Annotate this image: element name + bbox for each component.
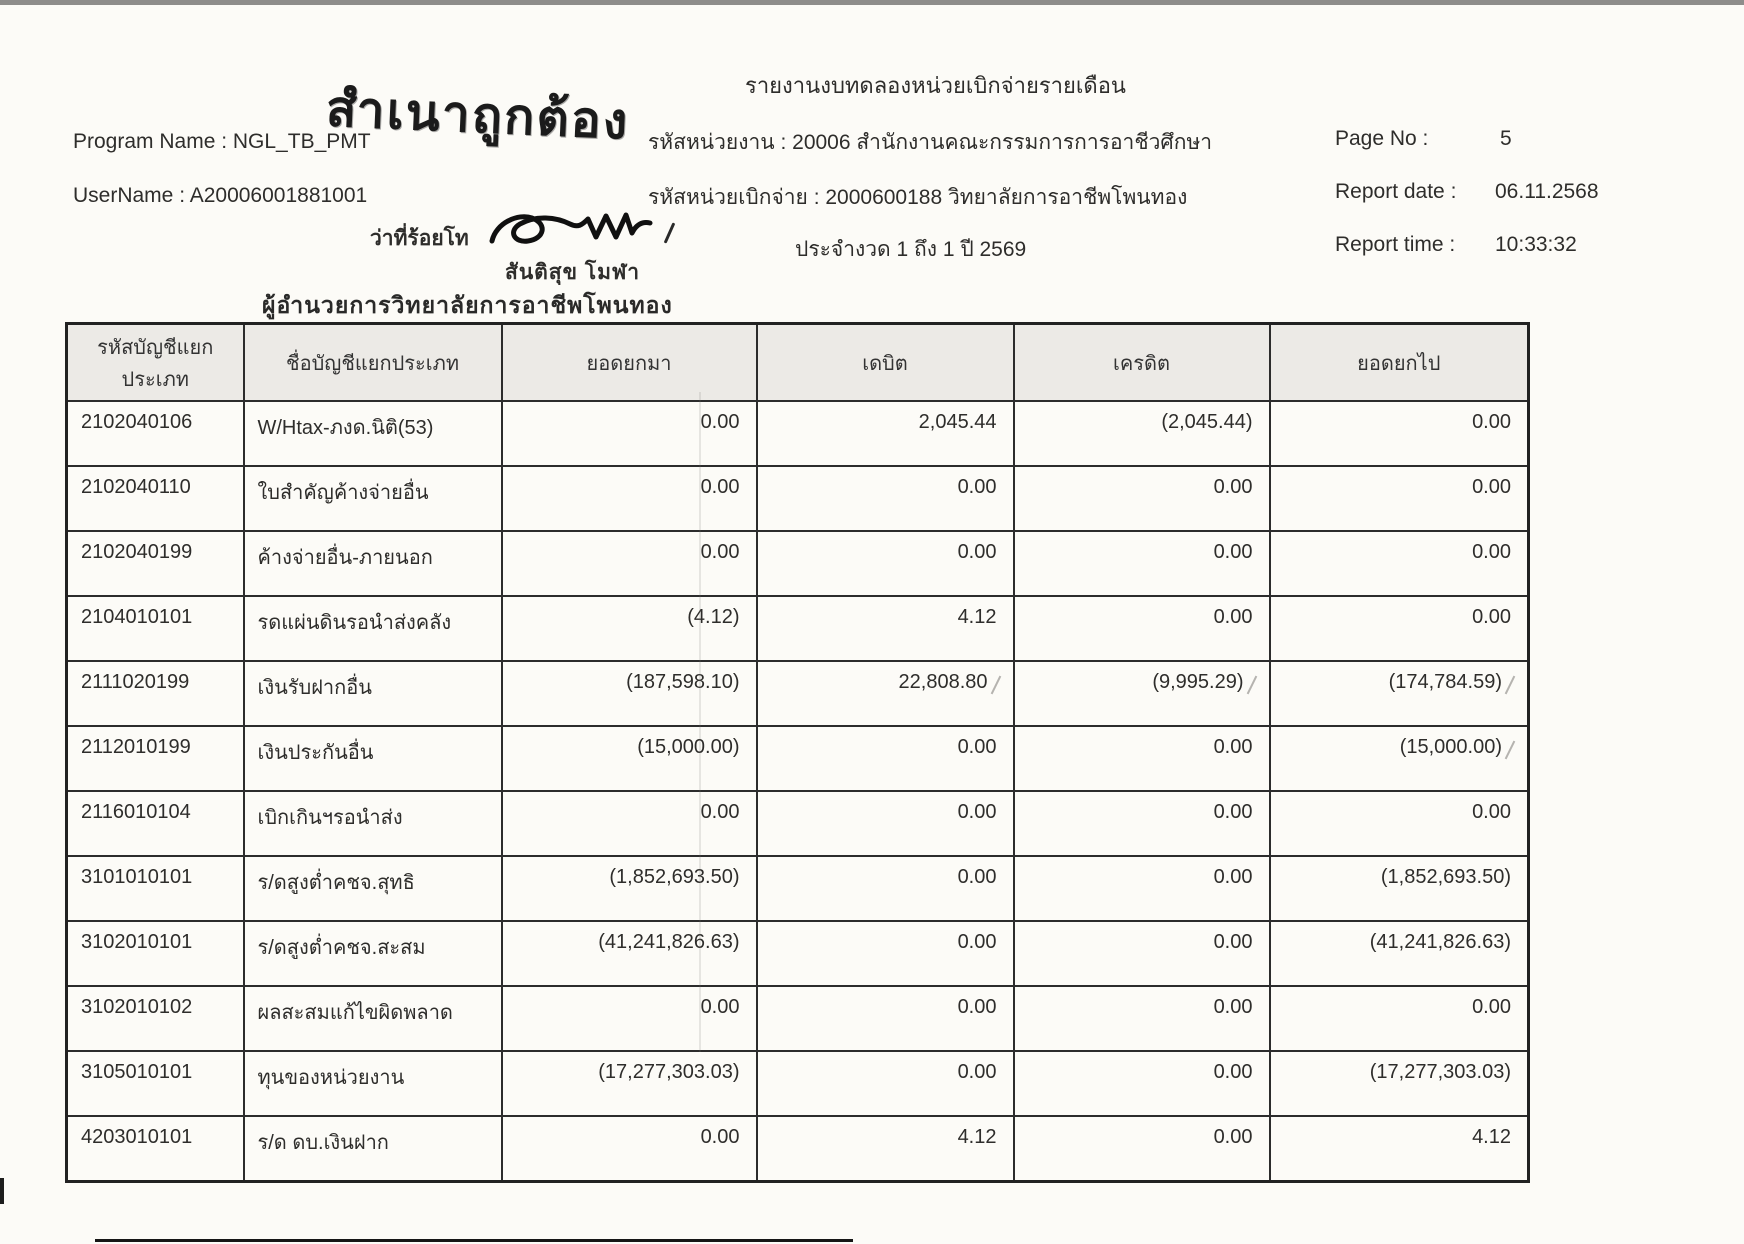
report-time-value: 10:33:32 [1495, 233, 1577, 256]
cell-balance-carried-forward [1270, 401, 1529, 466]
cell-value: (9,995.29) [1152, 671, 1244, 693]
cell-account-code [67, 401, 244, 466]
cell-balance-carried-forward [1270, 921, 1529, 986]
cell-value: 3102010102 [81, 996, 193, 1018]
cell-value: 0.00 [1213, 541, 1253, 563]
cell-value: 0.00 [1472, 606, 1511, 628]
table-row [67, 986, 1529, 1051]
cell-debit [757, 856, 1014, 921]
cell-value: ร/ด ดบ.เงินฝาก [257, 1132, 389, 1154]
cell-value: (41,241,826.63) [598, 931, 740, 953]
cell-value: เบิกเกินฯรอนำส่ง [257, 807, 403, 829]
cell-account-code [67, 661, 244, 726]
cell-value: (41,241,826.63) [1369, 931, 1511, 953]
pen-checkmark [1505, 741, 1516, 760]
cell-value: ทุนของหน่วยงาน [257, 1067, 405, 1089]
table-row [67, 401, 1529, 466]
pen-checkmark [1505, 676, 1516, 695]
cell-balance-brought-forward [502, 791, 757, 856]
cell-value: (4.12) [687, 606, 740, 628]
pen-checkmark [664, 222, 676, 243]
cell-value: 2102040110 [81, 476, 191, 498]
cell-balance-brought-forward [502, 856, 757, 921]
cell-value: 0.00 [1472, 996, 1511, 1018]
cell-value: 3101010101 [81, 866, 193, 888]
cell-debit [757, 726, 1014, 791]
cell-value: 2,045.44 [918, 411, 997, 433]
cell-account-name [244, 596, 502, 661]
cell-credit [1014, 1051, 1270, 1116]
table-row [67, 791, 1529, 856]
cell-balance-brought-forward [502, 1051, 757, 1116]
col-balance-brought-forward: ยอดยกมา [502, 324, 757, 402]
table-row [67, 661, 1529, 726]
cell-value: 0.00 [1213, 996, 1253, 1018]
cell-account-name [244, 1116, 502, 1182]
cell-account-code [67, 791, 244, 856]
cell-account-name [244, 986, 502, 1051]
scan-edge-left [0, 1178, 4, 1204]
cell-balance-brought-forward [502, 661, 757, 726]
report-title: รายงานงบทดลองหน่วยเบิกจ่ายรายเดือน [745, 73, 1126, 98]
cell-balance-carried-forward [1270, 466, 1529, 531]
cell-account-name [244, 531, 502, 596]
cell-value: (1,852,693.50) [1380, 866, 1511, 888]
table-row [67, 726, 1529, 791]
table-header-row [67, 324, 1529, 402]
col-account-name: ชื่อบัญชีแยกประเภท [244, 324, 502, 402]
cell-value: W/Htax-ภงด.นิติ(53) [257, 417, 434, 439]
cell-value: ร/ดสูงต่ำคชจ.สุทธิ [257, 872, 415, 894]
cell-account-code [67, 921, 244, 986]
page-no-value: 5 [1500, 127, 1512, 150]
cell-account-name [244, 661, 502, 726]
cell-value: 0.00 [1213, 866, 1253, 888]
cell-balance-brought-forward [502, 596, 757, 661]
cell-credit [1014, 531, 1270, 596]
cell-balance-carried-forward [1270, 856, 1529, 921]
signer-name: สันติสุข โมฬา [505, 261, 641, 284]
cell-value: 0.00 [700, 411, 740, 433]
scan-edge-top [0, 0, 1744, 5]
cell-value: 0.00 [957, 541, 997, 563]
cell-value: 0.00 [1213, 476, 1253, 498]
cell-value: (187,598.10) [626, 671, 740, 693]
cell-account-code [67, 986, 244, 1051]
cell-value: 0.00 [1213, 931, 1253, 953]
cell-value: 0.00 [1213, 736, 1253, 758]
cell-account-name [244, 791, 502, 856]
cell-value: 2112010199 [81, 736, 191, 758]
cell-balance-carried-forward [1270, 531, 1529, 596]
cell-credit [1014, 726, 1270, 791]
cell-account-code [67, 726, 244, 791]
cell-balance-brought-forward [502, 466, 757, 531]
cell-balance-brought-forward [502, 986, 757, 1051]
cell-value: 0.00 [1472, 801, 1511, 823]
cell-value: (174,784.59) [1388, 671, 1502, 693]
cell-credit [1014, 1116, 1270, 1182]
cell-debit [757, 1116, 1014, 1182]
table-row [67, 856, 1529, 921]
table-row [67, 1116, 1529, 1182]
cell-credit [1014, 986, 1270, 1051]
table-row [67, 596, 1529, 661]
cell-balance-carried-forward [1270, 1051, 1529, 1116]
cell-debit [757, 531, 1014, 596]
cell-value: 4203010101 [81, 1126, 193, 1148]
cell-debit [757, 921, 1014, 986]
cell-credit [1014, 856, 1270, 921]
cell-value: 3102010101 [81, 931, 193, 953]
cell-credit [1014, 596, 1270, 661]
pen-checkmark [990, 676, 1001, 695]
table-row [67, 921, 1529, 986]
cell-value: 0.00 [957, 736, 997, 758]
username-line: UserName : A20006001881001 [73, 184, 368, 207]
scan-edge-bottom [95, 1239, 853, 1242]
cell-value: (17,277,303.03) [598, 1061, 740, 1083]
pen-checkmark [1246, 676, 1257, 695]
cell-value: รดแผ่นดินรอนำส่งคลัง [257, 612, 452, 634]
cell-value: ผลสะสมแก้ไขผิดพลาด [257, 1002, 453, 1024]
cell-credit [1014, 466, 1270, 531]
cell-value: 0.00 [957, 476, 997, 498]
cell-account-code [67, 1051, 244, 1116]
cell-credit [1014, 401, 1270, 466]
cell-credit [1014, 791, 1270, 856]
cell-debit [757, 791, 1014, 856]
cell-credit [1014, 921, 1270, 986]
cell-value: 2102040106 [81, 411, 193, 433]
cell-value: 0.00 [700, 476, 740, 498]
cell-value: 0.00 [1472, 541, 1511, 563]
cell-debit [757, 1051, 1014, 1116]
cell-account-code [67, 596, 244, 661]
cell-balance-carried-forward [1270, 1116, 1529, 1182]
cell-value: (17,277,303.03) [1369, 1061, 1511, 1083]
cell-balance-carried-forward [1270, 986, 1529, 1051]
cell-value: 4.12 [957, 606, 997, 628]
col-debit: เดบิต [757, 324, 1014, 402]
cell-value: 2111020199 [81, 671, 190, 693]
cell-balance-carried-forward [1270, 791, 1529, 856]
cell-value: เงินประกันอื่น [257, 742, 374, 764]
cell-value: 0.00 [957, 996, 997, 1018]
cell-value: 3105010101 [81, 1061, 193, 1083]
page-no-label: Page No : [1335, 127, 1429, 150]
cell-account-name [244, 466, 502, 531]
cell-value: 0.00 [700, 801, 740, 823]
cell-credit [1014, 661, 1270, 726]
cell-value: (15,000.00) [637, 736, 740, 758]
handwritten-signature [478, 203, 658, 261]
table-body [67, 401, 1529, 1182]
agency-code-line: รหัสหน่วยงาน : 20006 สำนักงานคณะกรรมการการอาชีวศึกษา [648, 131, 1213, 154]
certified-copy-stamp: สำเนาถูกต้อง [324, 78, 631, 151]
cell-account-name [244, 401, 502, 466]
cell-value: 0.00 [957, 801, 997, 823]
cell-value: 0.00 [1472, 411, 1511, 433]
report-time-label: Report time : [1335, 233, 1456, 256]
report-date-value: 06.11.2568 [1495, 180, 1599, 203]
cell-value: 0.00 [1213, 1061, 1253, 1083]
cell-debit [757, 661, 1014, 726]
signer-title: ผู้อำนวยการวิทยาลัยการอาชีพโพนทอง [262, 292, 673, 318]
cell-account-code [67, 531, 244, 596]
cell-value: 0.00 [957, 931, 997, 953]
cell-account-code [67, 466, 244, 531]
cell-value: ร/ดสูงต่ำคชจ.สะสม [257, 937, 426, 959]
col-balance-carried-forward: ยอดยกไป [1270, 324, 1529, 402]
col-account-code: รหัสบัญชีแยกประเภท [67, 324, 244, 402]
table-row [67, 466, 1529, 531]
cell-account-code [67, 1116, 244, 1182]
cell-value: 0.00 [700, 541, 740, 563]
cell-debit [757, 466, 1014, 531]
cell-balance-carried-forward [1270, 726, 1529, 791]
cell-value: (15,000.00) [1399, 736, 1502, 758]
program-name-line: Program Name : NGL_TB_PMT [73, 130, 371, 153]
cell-value: 0.00 [1213, 801, 1253, 823]
cell-balance-brought-forward [502, 921, 757, 986]
cell-account-name [244, 1051, 502, 1116]
table-row [67, 1051, 1529, 1116]
disbursement-unit-line: รหัสหน่วยเบิกจ่าย : 2000600188 วิทยาลัยการอาชีพโพนทอง [648, 186, 1188, 209]
cell-value: เงินรับฝากอื่น [257, 677, 372, 699]
cell-value: 4.12 [957, 1126, 997, 1148]
cell-value: 0.00 [700, 996, 740, 1018]
cell-value: 0.00 [957, 866, 997, 888]
cell-value: 0.00 [1213, 1126, 1253, 1148]
cell-balance-brought-forward [502, 401, 757, 466]
cell-balance-carried-forward [1270, 596, 1529, 661]
cell-balance-brought-forward [502, 531, 757, 596]
cell-value: (1,852,693.50) [609, 866, 740, 888]
cell-value: 2102040199 [81, 541, 193, 563]
cell-debit [757, 596, 1014, 661]
table-row [67, 531, 1529, 596]
report-date-label: Report date : [1335, 180, 1457, 203]
cell-debit [757, 401, 1014, 466]
cell-value: 0.00 [700, 1126, 740, 1148]
cell-value: 2116010104 [81, 801, 191, 823]
cell-value: 22,808.80 [898, 671, 988, 693]
cell-value: 0.00 [957, 1061, 997, 1083]
cell-balance-carried-forward [1270, 661, 1529, 726]
cell-account-name [244, 921, 502, 986]
cell-value: ใบสำคัญค้างจ่ายอื่น [257, 482, 429, 504]
trial-balance-table [65, 322, 1530, 1183]
cell-balance-brought-forward [502, 726, 757, 791]
cell-value: (2,045.44) [1161, 411, 1253, 433]
cell-value: 4.12 [1472, 1126, 1511, 1148]
cell-account-code [67, 856, 244, 921]
period-line: ประจำงวด 1 ถึง 1 ปี 2569 [795, 238, 1027, 261]
cell-value: 0.00 [1213, 606, 1253, 628]
signer-rank: ว่าที่ร้อยโท [370, 227, 469, 250]
cell-value: 2104010101 [81, 606, 193, 628]
cell-account-name [244, 856, 502, 921]
cell-debit [757, 986, 1014, 1051]
cell-value: 0.00 [1472, 476, 1511, 498]
col-credit: เครดิต [1014, 324, 1270, 402]
cell-value: ค้างจ่ายอื่น-ภายนอก [257, 547, 433, 569]
cell-account-name [244, 726, 502, 791]
cell-balance-brought-forward [502, 1116, 757, 1182]
scan-artifact-streak [699, 392, 701, 1052]
